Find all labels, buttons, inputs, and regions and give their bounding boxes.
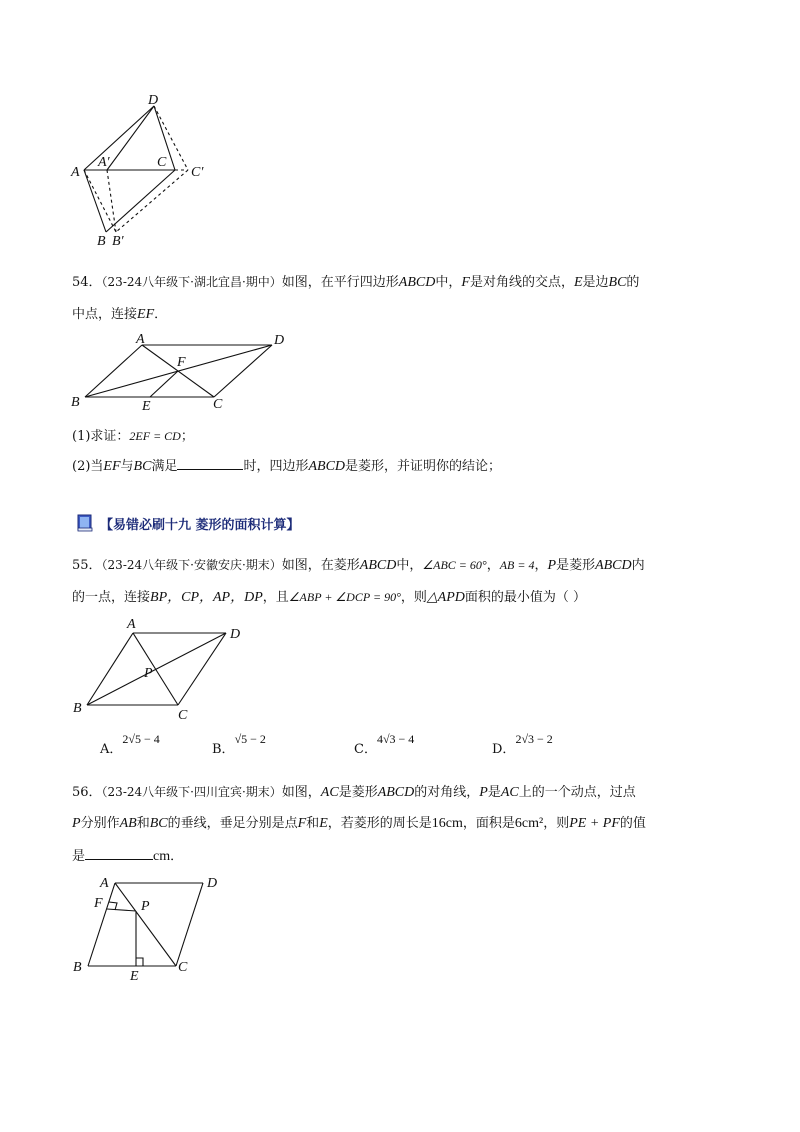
q56-line2 [72, 815, 646, 833]
label-A-prime: A′ [98, 155, 110, 170]
q54-abcd: ABCD [398, 275, 436, 290]
option-value: 4√3 − 4 [376, 732, 415, 746]
label-B-prime: B′ [112, 234, 124, 249]
q54-text: 是菱形，并证明你的结论； [345, 459, 502, 474]
q56-abcd: ABCD [377, 785, 415, 800]
q55-option-c[interactable] [354, 732, 415, 757]
label-C-prime: C′ [191, 165, 204, 180]
q55-abcd: ABCD [359, 558, 397, 573]
label-C: C [213, 397, 223, 412]
label-F: F [177, 355, 186, 370]
q54-text: 的 [626, 275, 640, 290]
q54-part1-suffix: ； [180, 429, 194, 444]
label-P: P [141, 899, 150, 914]
label-D: D [148, 93, 159, 108]
q56-text: 的值 [619, 816, 646, 831]
q55-text: 如图，在菱形 [281, 558, 360, 573]
q56-text: 分别作 [80, 816, 120, 831]
label-B: B [97, 234, 106, 249]
figure-q56-rhombus [64, 868, 234, 984]
q54-source: （23-24八年级下·湖北宜昌·期中） [101, 275, 282, 289]
option-value: 2√3 − 2 [515, 732, 553, 746]
q55-text: 内 [631, 558, 645, 573]
q56-text: ． [170, 849, 184, 864]
q55-tri: △APD [426, 590, 465, 605]
q54-ef: EF [137, 307, 155, 322]
q56-text: 的垂线，垂足分别是点 [167, 816, 298, 831]
q55-text: 面积的最小值为（ ） [464, 590, 587, 605]
q56-source: （23-24八年级下·四川宜宾·期末） [101, 785, 282, 799]
section-heading [76, 512, 300, 534]
figure-rotation-parallelogram [60, 90, 220, 255]
book-icon [76, 513, 94, 533]
label-A: A [100, 876, 109, 891]
q56-text: 上的一个动点，过点 [518, 785, 636, 800]
label-D: D [274, 333, 285, 348]
q56-f: F [297, 816, 307, 831]
label-C: C [157, 155, 167, 170]
label-B: B [71, 395, 80, 410]
q56-line1 [72, 783, 636, 802]
label-B: B [73, 701, 82, 716]
q55-text: ， [486, 558, 500, 573]
q54-part2 [72, 455, 501, 476]
q56-text: 是 [487, 785, 501, 800]
q54-ef: EF [103, 459, 121, 474]
q54-text: 满足 [151, 459, 178, 474]
label-C: C [178, 960, 188, 975]
q55-text: 中， [396, 558, 423, 573]
q54-text: (2)当 [72, 459, 104, 474]
q54-answer-blank[interactable] [177, 455, 243, 470]
q55-segs: BP，CP，AP，DP [150, 590, 263, 605]
label-D: D [207, 876, 218, 891]
q55-abcd: ABCD [595, 558, 632, 573]
q55-source: （23-24八年级下·安徽安庆·期末） [101, 558, 282, 572]
q54-part1-prefix: (1)求证： [72, 429, 130, 444]
q55-cond2: AB = 4 [499, 558, 535, 572]
label-F: F [94, 896, 103, 911]
q56-text: 和 [136, 816, 150, 831]
label-A: A [136, 332, 145, 347]
q56-bc: BC [149, 816, 168, 831]
q55-p: P [547, 558, 557, 573]
q55-line1 [72, 556, 645, 575]
q54-bc: BC [608, 275, 627, 290]
label-A: A [71, 165, 80, 180]
q55-text: ， [534, 558, 548, 573]
q55-angle-cond: ∠ABP + ∠DCP = 90° [288, 590, 401, 604]
q55-number: 55． [72, 558, 102, 573]
q56-p: P [479, 785, 488, 800]
option-value: √5 − 2 [234, 732, 266, 746]
q54-text: 与 [120, 459, 134, 474]
option-letter: A． [100, 742, 123, 757]
q54-f: F [461, 275, 470, 290]
q56-answer-blank[interactable] [85, 845, 153, 860]
q56-text: 的对角线， [414, 785, 480, 800]
q54-text: 是边 [582, 275, 609, 290]
section-title: 【易错必刷十九 菱形的面积计算】 [100, 517, 300, 533]
label-P: P [144, 666, 153, 681]
q54-bc: BC [133, 459, 152, 474]
figure-q54-parallelogram [64, 328, 294, 418]
q55-text: ，则 [400, 590, 427, 605]
q56-ab: AB [119, 816, 137, 831]
label-E: E [142, 399, 151, 414]
label-E: E [130, 969, 139, 984]
q54-text: 时，四边形 [243, 459, 309, 474]
q54-abcd: ABCD [308, 459, 346, 474]
label-A: A [127, 617, 136, 632]
q56-p: P [72, 816, 81, 831]
q56-text: ，则 [543, 816, 570, 831]
q54-text: 如图，在平行四边形 [281, 275, 399, 290]
q56-expr: PE + PF [569, 816, 620, 831]
q56-unit: cm [153, 849, 171, 864]
q55-text: 是菱形 [556, 558, 596, 573]
q54-part1-formula: 2EF = CD [129, 429, 181, 443]
q56-text: 和 [306, 816, 320, 831]
option-letter: B． [212, 742, 235, 757]
label-B: B [73, 960, 82, 975]
option-letter: D． [492, 742, 516, 757]
q56-line3 [72, 845, 183, 866]
q55-text: 的一点，连接 [72, 590, 151, 605]
q56-perimeter: 16cm [431, 816, 463, 831]
option-letter: C． [354, 742, 377, 757]
q54-line1 [72, 273, 639, 292]
option-value: 2√5 − 4 [122, 732, 160, 746]
q56-area: 6cm² [514, 816, 544, 831]
figure-q55-rhombus [64, 612, 254, 722]
q54-e: E [573, 275, 583, 290]
q56-text: 是菱形 [338, 785, 378, 800]
label-D: D [230, 627, 241, 642]
q54-text: 是对角线的交点， [469, 275, 574, 290]
q56-ac: AC [320, 785, 339, 800]
q54-text: 中， [435, 275, 462, 290]
q55-line2 [72, 588, 586, 607]
q56-e: E [319, 816, 328, 831]
q56-number: 56． [72, 785, 102, 800]
q54-text: 中点，连接 [72, 307, 138, 322]
q56-ac: AC [500, 785, 519, 800]
q55-option-a[interactable] [100, 732, 160, 757]
q56-text: 是 [72, 849, 86, 864]
q55-text: ，且 [262, 590, 289, 605]
label-C: C [178, 708, 188, 722]
q55-option-b[interactable] [212, 732, 266, 757]
q56-text: 如图， [281, 785, 321, 800]
q55-cond1: ∠ABC = 60° [422, 558, 487, 572]
q54-line2 [72, 306, 167, 324]
q56-text: ，面积是 [462, 816, 515, 831]
q54-text: ． [154, 307, 168, 322]
q54-number: 54． [72, 275, 102, 290]
q56-text: ，若菱形的周长是 [327, 816, 432, 831]
q55-option-d[interactable] [492, 732, 553, 757]
q54-part1 [72, 427, 194, 446]
